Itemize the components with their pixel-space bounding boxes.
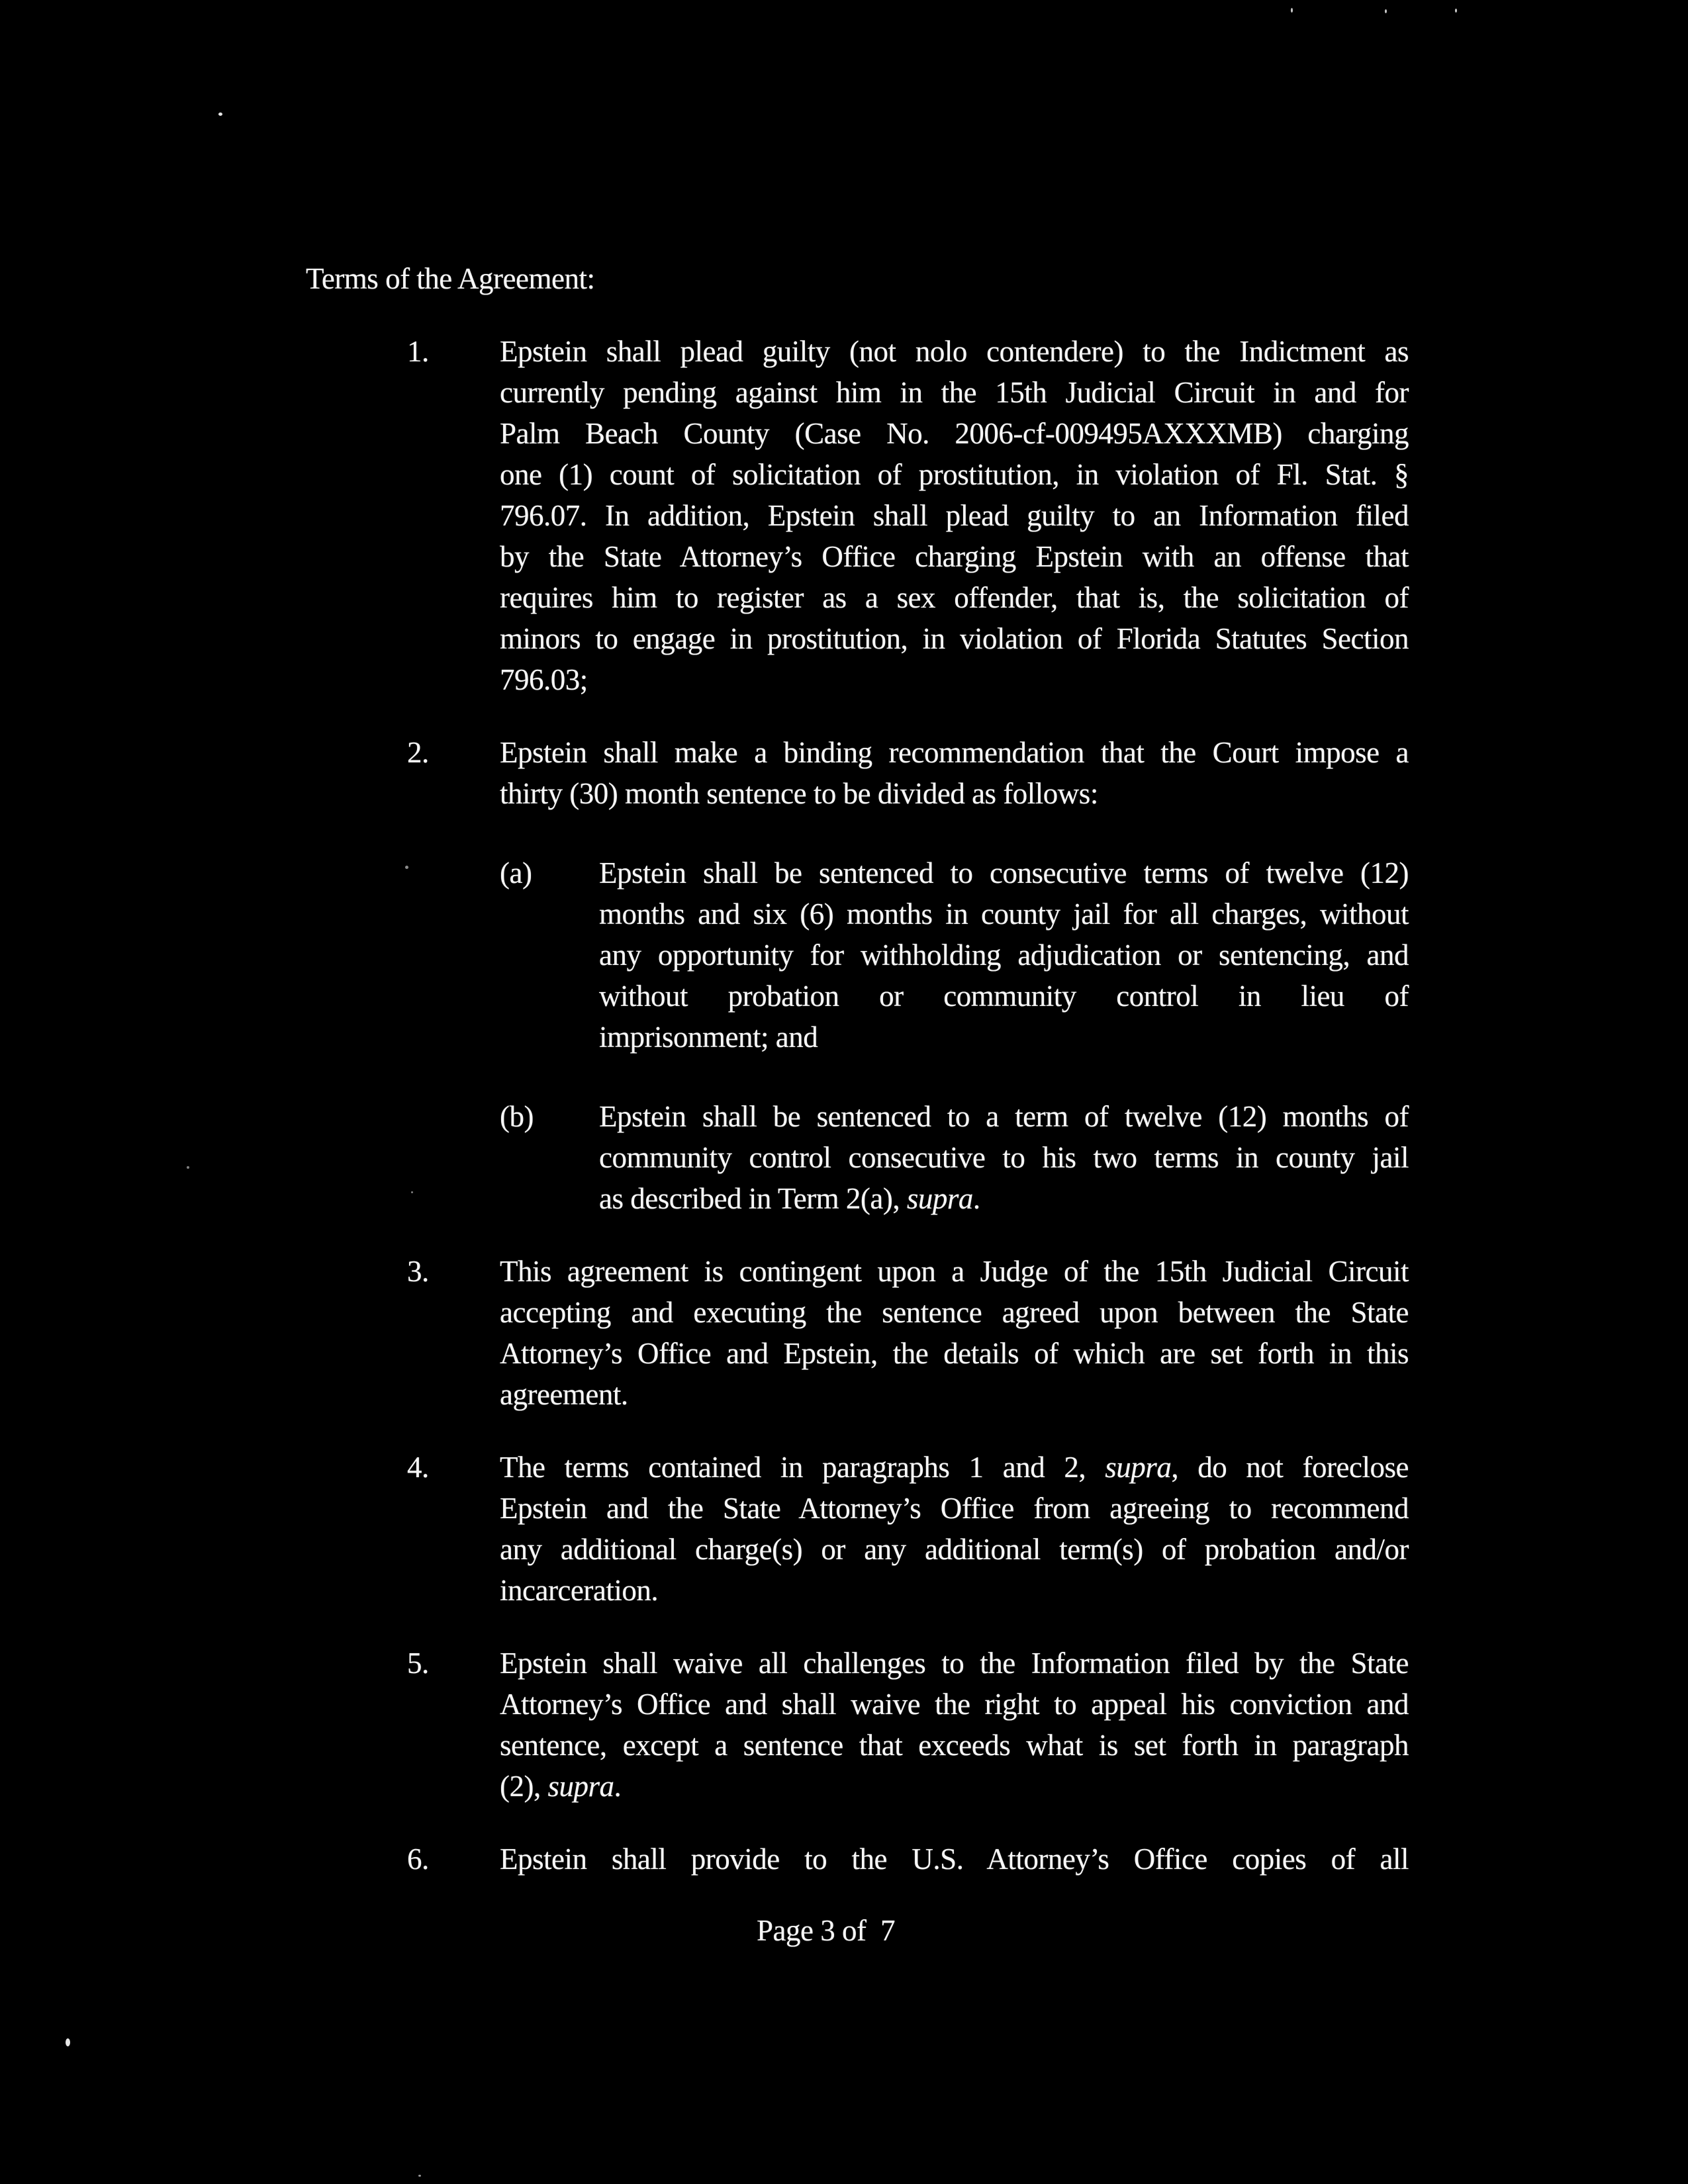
agreement-subitem-b — [500, 1096, 1409, 1219]
item-body — [500, 331, 1409, 700]
item-body — [500, 1251, 1409, 1415]
item-number: 5. — [407, 1647, 429, 1680]
text-line: Epstein shall provide to the U.S. Attorney’s Office copies of all — [500, 1843, 1409, 1876]
text-line: incarceration. — [500, 1574, 659, 1607]
agreement-item-5 — [407, 1643, 1409, 1807]
agreement-item-6 — [407, 1839, 1409, 1880]
scan-speck — [1385, 9, 1387, 13]
agreement-item-1 — [407, 331, 1409, 700]
scan-speck — [66, 2038, 70, 2046]
text-line: The terms contained in paragraphs 1 and 2, supra, do not foreclose — [500, 1451, 1409, 1484]
item-number: 6. — [407, 1843, 429, 1876]
scan-speck — [187, 1166, 189, 1169]
text-line: thirty (30) month sentence to be divided as follows: — [500, 777, 1098, 810]
item-body — [500, 1643, 1409, 1807]
text-line: 796.03; — [500, 663, 588, 696]
text-line: accepting and executing the sentence agreed upon between the State — [500, 1296, 1409, 1329]
text-line: agreement. — [500, 1378, 628, 1411]
text-line: This agreement is contingent upon a Judge of the 15th Judicial Circuit — [500, 1255, 1409, 1288]
page-number: Page 3 of 7 — [757, 1914, 895, 1947]
agreement-item-3 — [407, 1251, 1409, 1415]
text-line: currently pending against him in the 15th Judicial Circuit in and for — [500, 376, 1409, 409]
text-line: without probation or community control in lieu of — [599, 979, 1409, 1013]
subitem-marker: (b) — [500, 1100, 534, 1133]
scan-speck — [405, 866, 408, 869]
item-number: 3. — [407, 1255, 429, 1288]
text-line: months and six (6) months in county jail for all charges, without — [599, 897, 1409, 931]
text-line: any opportunity for withholding adjudication or sentencing, and — [599, 938, 1409, 972]
subitem-marker: (a) — [500, 856, 532, 889]
subitem-body — [599, 1096, 1409, 1219]
text-line: Epstein shall be sentenced to a term of twelve (12) months of — [599, 1100, 1409, 1133]
text-line: community control consecutive to his two terms in county jail — [599, 1141, 1409, 1174]
scan-speck — [418, 2175, 421, 2177]
scan-speck — [1455, 9, 1457, 13]
text-line: any additional charge(s) or any additional term(s) of probation and/or — [500, 1533, 1409, 1566]
text-line: Epstein shall waive all challenges to the Information filed by the State — [500, 1647, 1409, 1680]
text-line: Epstein shall make a binding recommendation that the Court impose a — [500, 736, 1409, 769]
text-line: one (1) count of solicitation of prostitution, in violation of Fl. Stat. § — [500, 458, 1409, 491]
scan-speck — [1291, 8, 1293, 13]
agreement-terms-list — [0, 331, 1688, 1880]
document-heading: Terms of the Agreement: — [306, 262, 595, 295]
item-number: 2. — [407, 736, 429, 769]
agreement-item-2 — [407, 732, 1409, 1219]
text-line: by the State Attorney’s Office charging Epstein with an offense that — [500, 540, 1409, 573]
text-line: 796.07. In addition, Epstein shall plead guilty to an Information filed — [500, 499, 1409, 532]
text-line: sentence, except a sentence that exceeds what is set forth in paragraph — [500, 1729, 1409, 1762]
text-line: Epstein shall plead guilty (not nolo contendere) to the Indictment as — [500, 335, 1409, 368]
text-line: imprisonment; and — [599, 1021, 818, 1054]
text-line: requires him to register as a sex offender, that is, the solicitation of — [500, 581, 1409, 614]
item-body — [500, 1839, 1409, 1880]
text-line: as described in Term 2(a), supra. — [599, 1182, 980, 1215]
agreement-item-4 — [407, 1447, 1409, 1611]
scan-speck — [218, 113, 222, 116]
text-line: Epstein shall be sentenced to consecutive terms of twelve (12) — [599, 856, 1409, 889]
item-number: 4. — [407, 1451, 429, 1484]
subitem-body — [599, 852, 1409, 1058]
agreement-subitem-a — [500, 852, 1409, 1058]
item-number: 1. — [407, 335, 429, 368]
scan-speck — [411, 1191, 413, 1193]
text-line: Attorney’s Office and Epstein, the details of which are set forth in this — [500, 1337, 1409, 1370]
text-line: minors to engage in prostitution, in violation of Florida Statutes Section — [500, 622, 1409, 655]
text-line: (2), supra. — [500, 1770, 622, 1803]
text-line: Palm Beach County (Case No. 2006-cf-009495AXXXMB) charging — [500, 417, 1409, 450]
item-body — [500, 732, 1409, 1219]
text-line: Epstein and the State Attorney’s Office from agreeing to recommend — [500, 1492, 1409, 1525]
item-body — [500, 1447, 1409, 1611]
text-line: Attorney’s Office and shall waive the right to appeal his conviction and — [500, 1688, 1409, 1721]
